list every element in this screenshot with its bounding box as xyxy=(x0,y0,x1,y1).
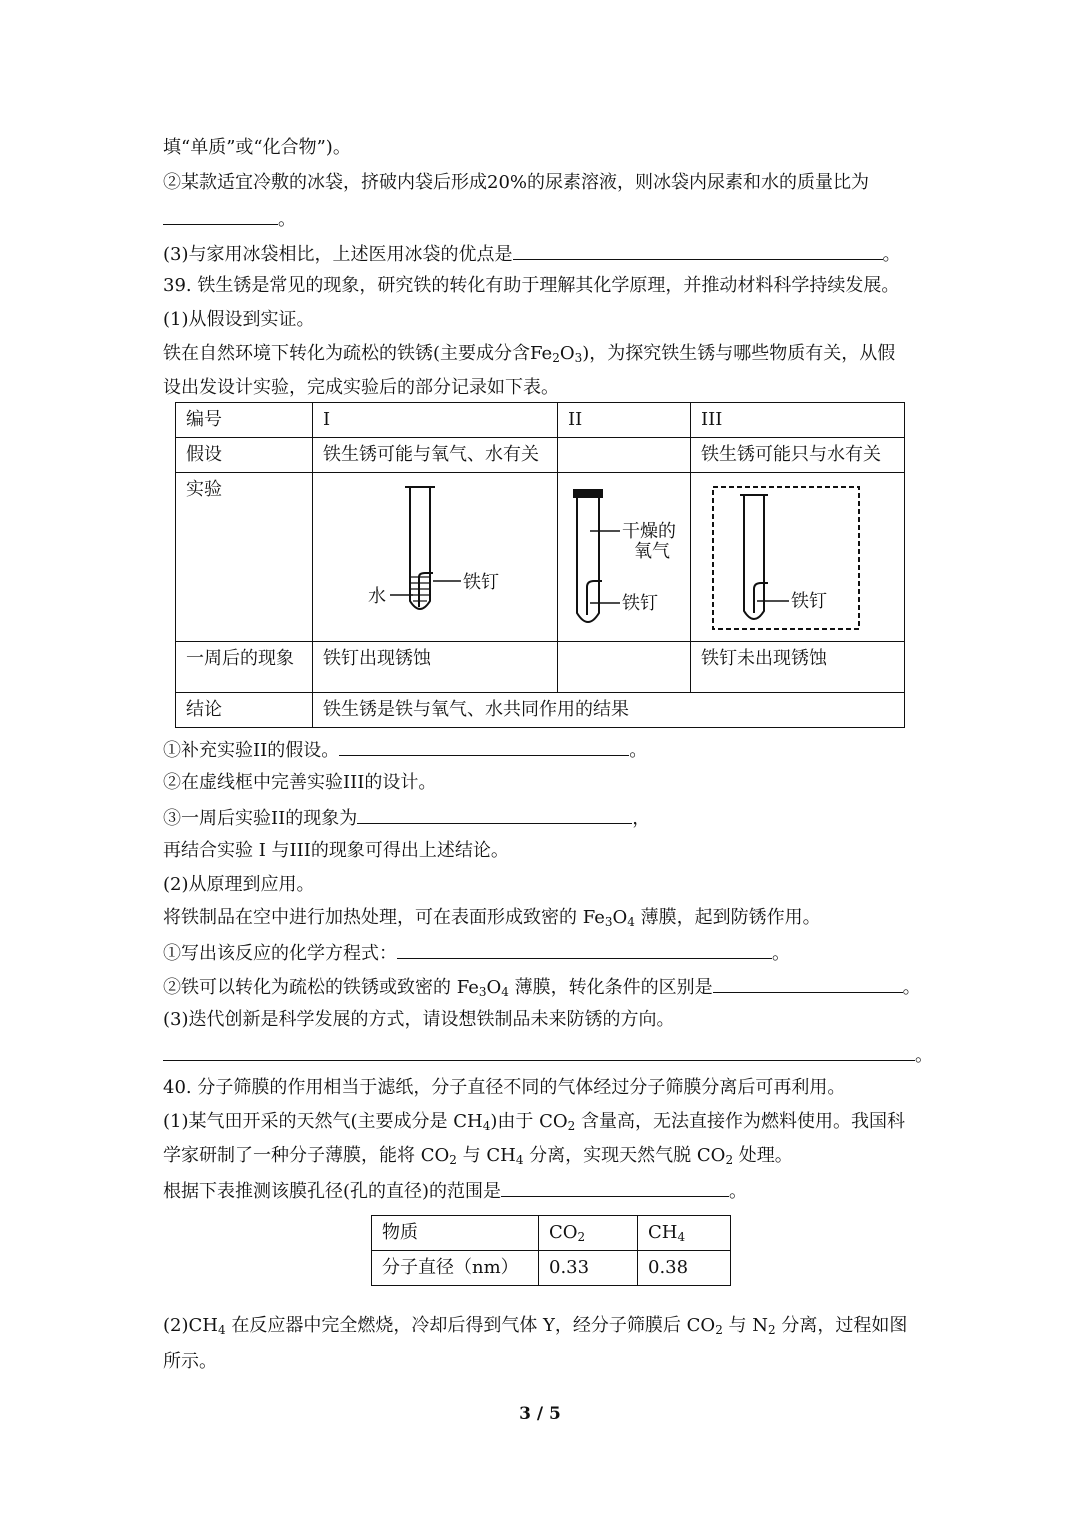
answer-blank[interactable] xyxy=(163,206,278,225)
cell-empty[interactable] xyxy=(558,642,691,693)
dashed-design-box xyxy=(713,487,859,629)
cell: 结论 xyxy=(176,693,313,728)
text-line: 。 xyxy=(163,206,296,232)
text-line: 再结合实验 I 与III的现象可得出上述结论。 xyxy=(163,840,509,861)
label-nail: 铁钉 xyxy=(622,593,658,614)
text-line: (3)与家用冰袋相比，上述医用冰袋的优点是 。 xyxy=(163,241,901,267)
text-line: ③一周后实验II的现象为 ， xyxy=(163,805,650,831)
question-39: 39. 铁生锈是常见的现象，研究铁的转化有助于理解其化学原理，并推动材料科学持续发展。 xyxy=(163,275,900,296)
text-line: (3)迭代创新是科学发展的方式，请设想铁制品未来防锈的方向。 xyxy=(163,1009,675,1030)
question-40: 40. 分子筛膜的作用相当于滤纸，分子直径不同的气体经过分子筛膜分离后可再利用。 xyxy=(163,1077,846,1098)
cell-empty[interactable] xyxy=(558,438,691,473)
cell: II xyxy=(558,403,691,438)
page-number: 3 / 5 xyxy=(519,1404,561,1424)
text-line: ②铁可以转化为疏松的铁锈或致密的 $Fe_3O_4$ 薄膜，转化条件的区别是 。 xyxy=(163,974,921,1000)
answer-blank[interactable] xyxy=(397,940,772,959)
text-line: (2)从原理到应用。 xyxy=(163,874,315,895)
text-line: $(2)CH_4$ 在反应器中完全燃烧，冷却后得到气体 Y，经分子筛膜后 $CO_2$ 与 $N_2$ 分离，过程如图 xyxy=(163,1315,908,1337)
answer-blank[interactable] xyxy=(501,1178,729,1197)
cell: 假设 xyxy=(176,438,313,473)
cell: 分子直径（nm） xyxy=(372,1251,539,1286)
text-line: 设出发设计实验，完成实验后的部分记录如下表。 xyxy=(163,377,559,398)
cell: 0.38 xyxy=(638,1251,731,1286)
cell: 铁生锈可能只与水有关 xyxy=(691,438,905,473)
text-line: 填“单质”或“化合物”)。 xyxy=(163,137,351,158)
text-line: 学家研制了一种分子薄膜，能将 $CO_2$ 与 $CH_4$ 分离，实现天然气脱 $CO_2$ 处理。 xyxy=(163,1145,793,1167)
text-line: 将铁制品在空中进行加热处理，可在表面形成致密的 $Fe_3O_4$ 薄膜，起到防锈作用。 xyxy=(163,907,821,929)
cell: 实验 xyxy=(176,473,313,642)
label-dry-oxygen: 氧气 xyxy=(634,541,670,562)
answer-blank[interactable] xyxy=(713,974,903,993)
molecule-table xyxy=(371,1215,731,1286)
label-nail: 铁钉 xyxy=(463,572,499,593)
cell: $CH_4$ xyxy=(638,1216,731,1251)
figure-experiment-1 xyxy=(313,473,558,642)
cell: 编号 xyxy=(176,403,313,438)
text-line: (1)某气田开采的天然气(主要成分是 $CH_4$)由于 $CO_2$ 含量高，无法直接作为燃料使用。我国科 xyxy=(163,1111,906,1133)
text-line: ②某款适宜冷敷的冰袋，挤破内袋后形成20%的尿素溶液，则冰袋内尿素和水的质量比为 xyxy=(163,172,870,193)
label-nail: 铁钉 xyxy=(791,591,827,612)
cell: $CO_2$ xyxy=(539,1216,638,1251)
text-line: 铁在自然环境下转化为疏松的铁锈(主要成分含$Fe_2O_3$)，为探究铁生锈与哪些物质有关，从假 xyxy=(163,343,896,365)
text-line: ②在虚线框中完善实验III的设计。 xyxy=(163,772,437,793)
answer-blank[interactable] xyxy=(339,737,629,756)
figure-experiment-2 xyxy=(558,473,691,642)
text-line: 所示。 xyxy=(163,1351,217,1372)
answer-blank[interactable] xyxy=(513,241,883,260)
cell: 铁生锈是铁与氧气、水共同作用的结果 xyxy=(313,693,905,728)
text-line: 根据下表推测该膜孔径(孔的直径)的范围是 。 xyxy=(163,1178,747,1204)
cell: 一周后的现象 xyxy=(176,642,313,693)
cell: III xyxy=(691,403,905,438)
text-line: 。 xyxy=(163,1042,933,1068)
cell: 铁生锈可能与氧气、水有关 xyxy=(313,438,558,473)
text-line: (1)从假设到实证。 xyxy=(163,309,315,330)
cell: I xyxy=(313,403,558,438)
label-dry-oxygen: 干燥的 xyxy=(622,521,676,542)
answer-blank[interactable] xyxy=(163,1042,915,1061)
label-water: 水 xyxy=(368,586,386,607)
cell: 物质 xyxy=(372,1216,539,1251)
text-line: ①写出该反应的化学方程式： 。 xyxy=(163,940,790,966)
experiment-table xyxy=(175,402,905,728)
answer-blank[interactable] xyxy=(357,805,632,824)
figure-experiment-3[interactable] xyxy=(691,473,905,642)
cell: 铁钉未出现锈蚀 xyxy=(691,642,905,693)
cell: 0.33 xyxy=(539,1251,638,1286)
cell: 铁钉出现锈蚀 xyxy=(313,642,558,693)
text-line: ①补充实验II的假设。 。 xyxy=(163,737,647,763)
